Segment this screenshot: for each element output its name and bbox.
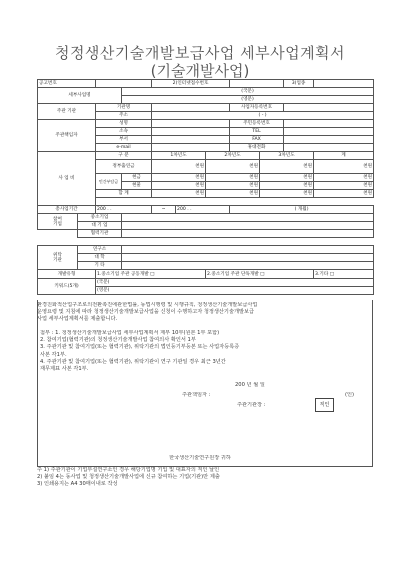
manager-label: 주관책임자: [38, 120, 96, 152]
keywords-en[interactable]: (영문): [96, 287, 374, 295]
consign-univ-field[interactable]: [122, 254, 374, 262]
org-name-field[interactable]: [152, 104, 230, 112]
total-y1[interactable]: 천원: [152, 190, 206, 198]
declaration-line: 운영요령 및 지침에 따라 청정생산기술개발보급사업을 신청이 수행하고자 청정생산기술개발보급: [37, 309, 254, 316]
footnote: 주 1) 주관기관이 기업부설연구소인 경우 해당기업명 기입 및 대표자의 직인 날인: [37, 467, 220, 473]
budget-sum: 계: [314, 152, 374, 160]
period-to[interactable]: 200 . .: [176, 206, 230, 214]
manager-dept-field[interactable]: [152, 136, 230, 144]
budget-inkind-label: 현물: [122, 182, 152, 190]
consign-label: [38, 246, 78, 270]
consign-label-1: 위탁: [53, 252, 62, 258]
consign-etc-label: 기 타: [78, 262, 122, 270]
manager-fax-label: FAX: [230, 136, 284, 144]
large-label: 대 기 업: [78, 222, 122, 230]
lead-org-label: 주관 기관: [38, 104, 96, 120]
consign-lab-label: 연구소: [78, 246, 122, 254]
attachment-line: 3. 주관기관 및 참여기업(또는 협력기관), 위탁기관의 법인등기부등본 또는 사업자등록증: [40, 344, 240, 351]
declaration-text: [37, 302, 373, 324]
form-table: [37, 79, 374, 295]
manager-affil-field[interactable]: [152, 128, 230, 136]
keywords-label: 키워드(5개): [38, 279, 96, 295]
biz-no-label: 사업자등록번호: [230, 104, 284, 112]
cash-y2[interactable]: 천원: [206, 174, 260, 182]
devtype-label: 개발유형: [38, 270, 96, 279]
form-title: 청정생산기술개발보급사업 세부사업계획서: [54, 44, 346, 62]
keywords-ko[interactable]: (국문): [96, 279, 374, 287]
internet-receipt-field[interactable]: [230, 80, 284, 88]
attachments: [40, 330, 376, 373]
biz-no-field[interactable]: [284, 104, 374, 112]
budget-private-label: 민간부담금: [96, 174, 122, 190]
industry-field[interactable]: [314, 80, 374, 88]
manager-mobile-field[interactable]: [284, 144, 374, 152]
budget-gubun: 구 분: [96, 152, 152, 160]
notice-number-field[interactable]: [96, 80, 152, 88]
manager-fax-field[interactable]: [284, 136, 374, 144]
inkind-y2[interactable]: 천원: [206, 182, 260, 190]
budget-year3: 3차년도: [260, 152, 314, 160]
manager-email-label: e-mail: [96, 144, 152, 152]
notice-number-label: 공고번호: [38, 80, 96, 88]
submit-date: 200 년 월 일: [235, 382, 265, 388]
budget-gov-label: 정부출연금: [96, 160, 152, 174]
budget-label: 사 업 비: [38, 152, 96, 206]
declaration-line: 사업 세부사업계획서를 제출합니다.: [37, 316, 118, 323]
footnotes: [37, 467, 373, 489]
footnote: 3) 인쇄용지는 A4 30매이내로 작성: [37, 481, 118, 488]
manager-tel-label: TEL: [230, 128, 284, 136]
participants-label-2: 기업: [53, 221, 62, 227]
attachment-line: 2. 참여기업(협력기관)의 청정생산기술개발사업 참여의사 확인서 1부: [40, 337, 196, 344]
recipient: 한국생산기술연구원장 귀하: [169, 455, 231, 461]
form-subtitle: (기술개발사업): [150, 62, 250, 80]
cash-y1[interactable]: 천원: [152, 174, 206, 182]
consign-label-2: 기관: [53, 257, 62, 263]
manager-affil-label: 소속: [96, 128, 152, 136]
footnote: 2) 붙임 4는 동사업 및 청정생산기술개발사업에 신규 참여하는 기업(기관)만 제출: [37, 474, 220, 481]
participants-label-1: 참여: [53, 216, 62, 222]
budget-year1: 1차년도: [152, 152, 206, 160]
gov-y1[interactable]: 천원: [152, 160, 206, 174]
participants-label: [38, 214, 78, 230]
address-field[interactable]: ( - ): [152, 112, 374, 120]
gov-sum[interactable]: 천원: [314, 160, 374, 174]
consign-lab-field[interactable]: [122, 246, 374, 254]
industry-label: 3)업종: [284, 80, 314, 88]
attachment-line: 첨부 : 1. 청정생산기술개발보급사업 세부사업계획서 제부 10부(원본 1부 포함): [40, 330, 220, 336]
budget-cash-label: 현금: [122, 174, 152, 182]
inkind-sum[interactable]: 천원: [314, 182, 374, 190]
cash-y3[interactable]: 천원: [260, 174, 314, 182]
period-months[interactable]: ( 개월): [230, 206, 374, 214]
cash-sum[interactable]: 천원: [314, 174, 374, 182]
internet-receipt-label: 2)인터넷접수번호: [152, 80, 230, 88]
project-name-label: 세부사업명: [38, 88, 122, 104]
official-seal-box: 직인: [315, 398, 334, 412]
total-y2[interactable]: 천원: [206, 190, 260, 198]
manager-dept-label: 부서: [96, 136, 152, 144]
manager-name-label: 성명: [96, 120, 152, 128]
org-name-label: 기관명: [96, 104, 152, 112]
address-label: 주소: [96, 112, 152, 120]
manager-name-field[interactable]: [152, 120, 230, 128]
project-name-en[interactable]: (영문): [122, 96, 374, 104]
inkind-y1[interactable]: 천원: [152, 182, 206, 190]
manager-mobile-label: 휴대전화: [230, 144, 284, 152]
attachment-line: 재무제표 사본 각1부.: [40, 366, 89, 373]
large-field[interactable]: [122, 222, 374, 230]
application-form: [37, 79, 373, 295]
devtype-opt1[interactable]: 1.중소기업 주관 공동개발 □: [96, 270, 206, 279]
manager-tel-field[interactable]: [284, 128, 374, 136]
consign-univ-label: 대 학: [78, 254, 122, 262]
project-name-ko[interactable]: (국문): [122, 88, 374, 96]
gov-y3[interactable]: 천원: [260, 160, 314, 174]
sme-label: 중소기업: [78, 214, 122, 222]
devtype-opt2[interactable]: 2.중소기업 주관 단독개발 □: [206, 270, 314, 279]
attachment-line: 사본 각1부.: [40, 351, 67, 358]
total-sum[interactable]: 천원: [314, 190, 374, 198]
total-y3[interactable]: 천원: [260, 190, 314, 198]
manager-email-field[interactable]: [152, 144, 230, 152]
gov-y2[interactable]: 천원: [206, 160, 260, 174]
period-from[interactable]: 200 . .: [96, 206, 152, 214]
sme-field[interactable]: [122, 214, 374, 222]
manager-id-label: 주민등록번호: [230, 120, 284, 128]
manager-signature-label: 주관책임자 :: [182, 392, 211, 398]
consign-etc-field[interactable]: [122, 262, 374, 270]
period-tilde: ~: [152, 206, 176, 214]
declaration-line: 환경친화적산업구조로의전환촉진에관한법률, 동법시행령 및 시행규칙, 청정생산기술개발보급사업: [37, 302, 258, 308]
manager-id-field[interactable]: [284, 120, 374, 128]
head-signature-label: 주관기관장 :: [237, 402, 266, 408]
manager-seal-mark: (인): [345, 392, 355, 398]
attachment-line: 4. 주관기관 및 참여기업(또는 협력기관), 위탁기관이 연구 기관일 경우 최근 3년간: [40, 358, 226, 365]
budget-year2: 2차년도: [206, 152, 260, 160]
budget-total-label: 합 계: [96, 190, 152, 198]
inkind-y3[interactable]: 천원: [260, 182, 314, 190]
devtype-opt3[interactable]: 3.기타 □: [314, 270, 374, 279]
coop-label: 협력기관: [78, 230, 122, 238]
coop-field[interactable]: [122, 230, 374, 238]
period-label: 총사업기간: [38, 206, 96, 214]
